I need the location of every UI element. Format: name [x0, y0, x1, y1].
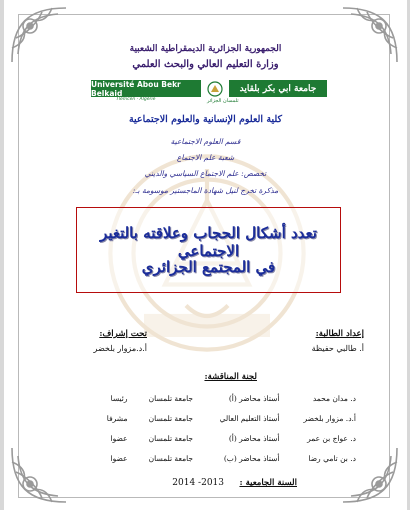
thesis-title-line1: تعدد أشكال الحجاب وعلاقته بالتغير الاجتماعي: [100, 224, 317, 260]
table-row: [96, 408, 358, 428]
supervisor-label: تحت إشراف:: [99, 329, 147, 339]
corner-ornament: [339, 4, 401, 66]
member-role: رئيسا: [110, 393, 128, 403]
member-university: جامعة تلمسان: [148, 393, 194, 403]
committee-table: [96, 388, 358, 468]
university-name-ar: جامعة ابي بكر بلقايد: [229, 80, 327, 97]
university-location-fr: Tlemcen · Algérie: [116, 97, 156, 102]
department-name: قسم العلوم الاجتماعية: [170, 137, 241, 146]
prepared-by-name: أ. طالبي حفيظة: [311, 344, 364, 353]
table-row: [96, 448, 358, 468]
table-row: [96, 428, 358, 448]
member-role: عضوا: [110, 453, 128, 463]
specialty-name: تخصص: علم الاجتماع السياسي والديني: [144, 169, 267, 178]
prepared-by-label: إعداد الطالبة:: [315, 329, 364, 339]
member-name: د. مدان محمد: [312, 393, 356, 403]
faculty-name: كلية العلوم الإنسانية والعلوم الاجتماعية: [128, 114, 283, 125]
member-university: جامعة تلمسان: [148, 453, 194, 463]
member-name: د. عواج بن عمر: [307, 433, 356, 443]
academic-year-value: 2013- 2014: [172, 478, 224, 488]
university-name-fr: Université Abou Bekr Belkaid: [91, 80, 201, 97]
university-logo-icon: [201, 80, 229, 97]
member-name: أ.د. مزوار بلخضر: [303, 413, 356, 423]
committee-label: لجنة المناقشة:: [204, 372, 257, 382]
member-role: مشرفا: [106, 413, 128, 423]
academic-year-label: السنة الجامعية :: [239, 478, 297, 488]
member-rank: أستاذ التعليم العالي: [219, 413, 280, 423]
member-university: جامعة تلمسان: [148, 413, 194, 423]
member-name: د. بن تامي رضا: [308, 453, 356, 463]
corner-ornament: [8, 444, 70, 506]
member-rank: أستاذ محاضر (أ): [228, 393, 280, 403]
member-role: عضوا: [110, 433, 128, 443]
ministry-header: وزارة التعليم العالي والبحث العلمي: [132, 59, 279, 70]
republic-header: الجمهورية الجزائرية الديمقراطية الشعبية: [129, 44, 282, 54]
thesis-title-box: [76, 207, 341, 293]
thesis-title-line2: في المجتمع الجزائري: [141, 258, 276, 276]
document-page: [4, 0, 407, 510]
university-location-ar: تلمسان الجزائر: [207, 98, 239, 104]
division-name: شعبة علم الاجتماع: [176, 153, 235, 162]
supervisor-name: أ.د.مزوار بلخضر: [93, 344, 147, 353]
member-rank: أستاذ محاضر (أ): [228, 433, 280, 443]
corner-ornament: [8, 4, 70, 66]
table-row: [96, 388, 358, 408]
thesis-note: مذكرة تخرج لنيل شهادة الماجستير موسومة بـ:: [132, 186, 279, 195]
member-university: جامعة تلمسان: [148, 433, 194, 443]
member-rank: أستاذ محاضر (ب): [223, 453, 280, 463]
university-banner: [91, 80, 327, 97]
